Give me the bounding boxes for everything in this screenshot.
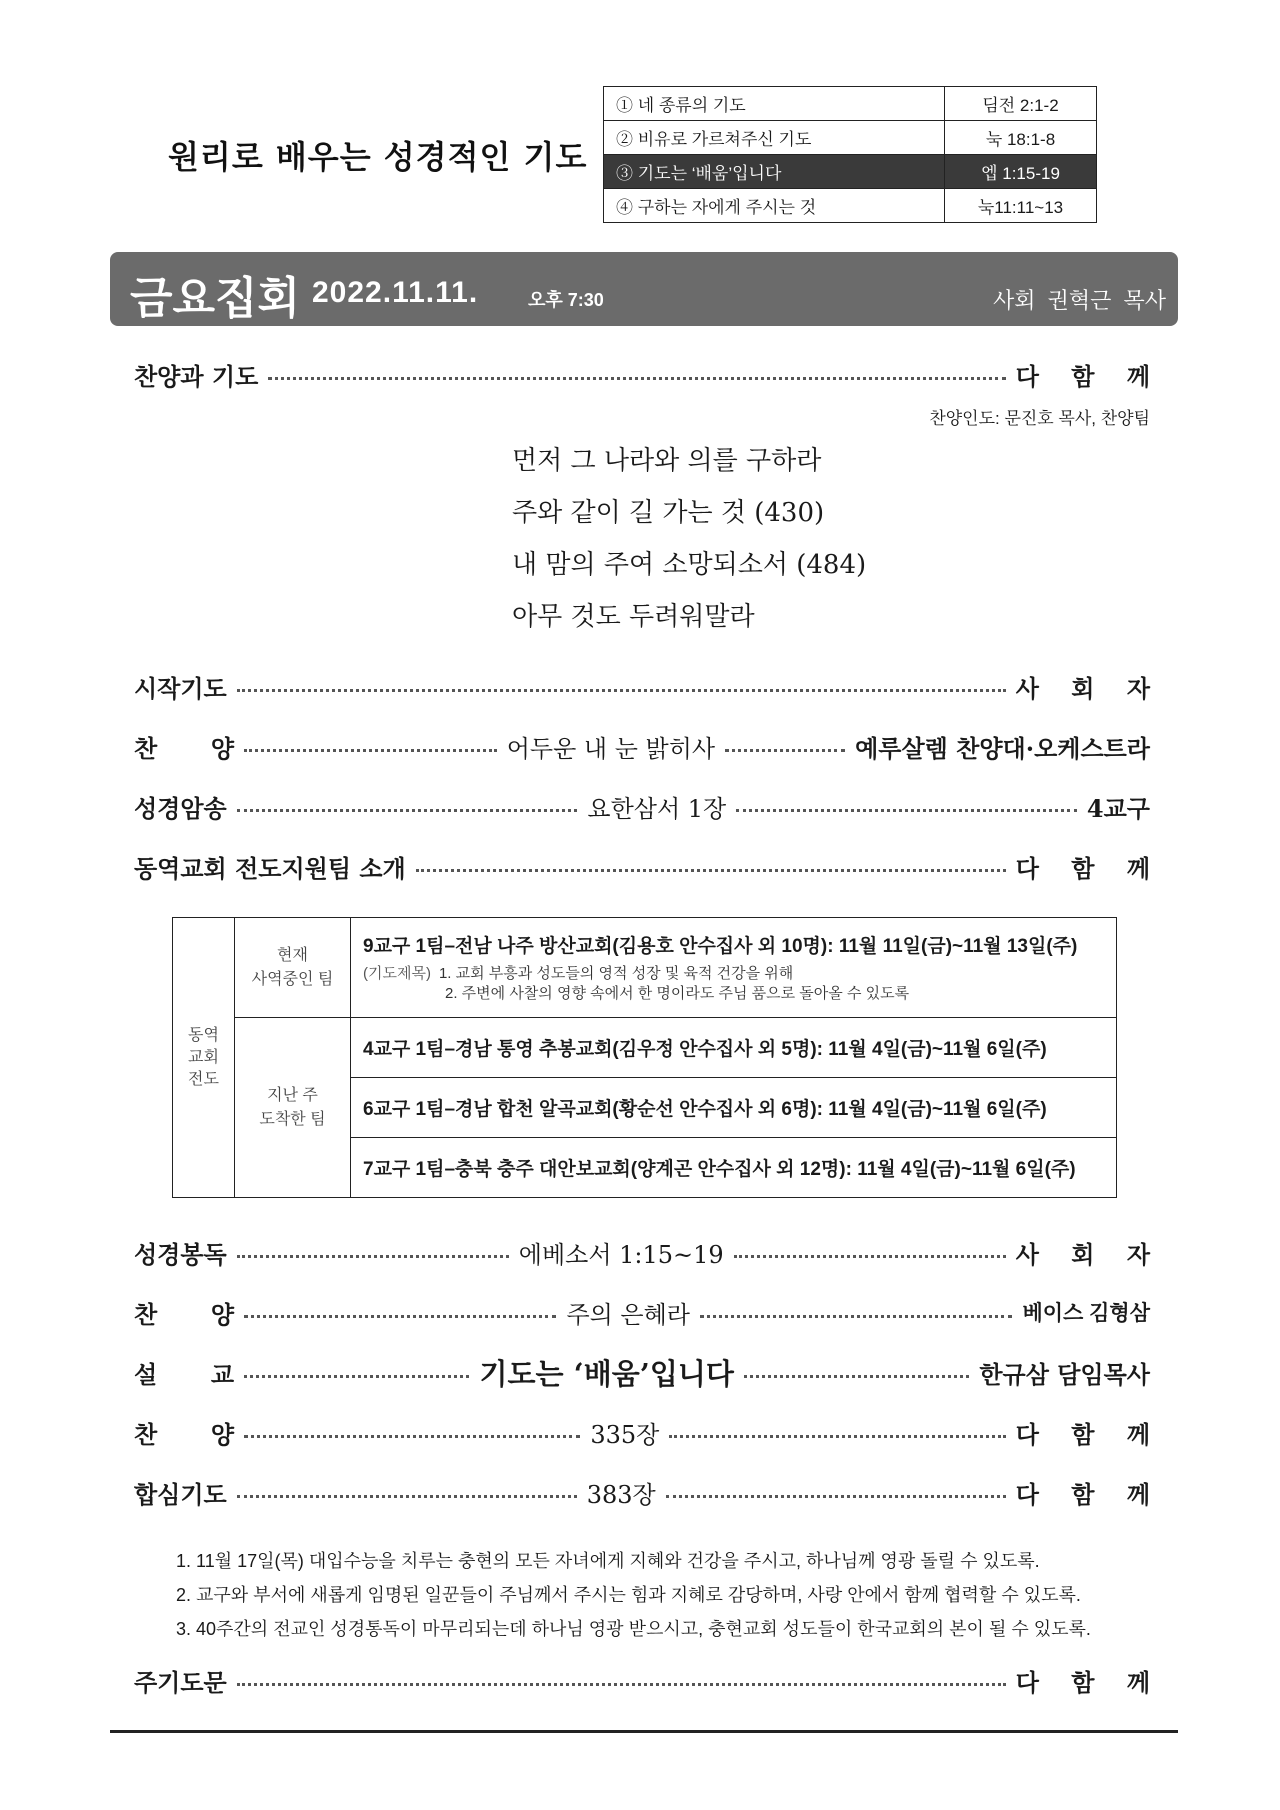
current-team: 9교구 1팀–전남 나주 방산교회(김용호 안수집사 외 10명): 11월 11일(금)~11월 13일(주) <box>363 936 1078 957</box>
mission-category: 동역 교회 전도 <box>173 918 235 1198</box>
order-label: 찬 양 <box>134 1299 234 1329</box>
series-item-title: ④ 구하는 자에게 주시는 것 <box>604 189 945 223</box>
song-item: 아무 것도 두려워말라 <box>512 602 755 632</box>
series-row <box>604 189 1097 223</box>
order-right: 다 함 께 <box>1015 853 1162 883</box>
prayer-item: 1. 11월 17일(목) 대입수능을 치루는 충현의 모든 자녀에게 지혜와 건강을 주시고, 하나님께 영광 돌릴 수 있도록. <box>176 1551 1040 1571</box>
past-team: 7교구 1팀–충북 충주 대안보교회(양계곤 안수집사 외 12명): 11월 4일(금)~11월 6일(주) <box>351 1138 1117 1198</box>
dot-leader <box>734 1255 1006 1258</box>
order-label: 찬양과 기도 <box>134 361 259 391</box>
series-row-current <box>604 155 1097 189</box>
song-item: 주와 같이 길 가는 것 (430) <box>512 498 825 528</box>
service-leader: 사회 권혁근 목사 <box>993 288 1166 313</box>
order-mid: 어두운 내 눈 밝히사 <box>506 734 716 763</box>
topic-item: 2. 주변에 사찰의 영향 속에서 한 명이라도 주님 품으로 돌아올 수 있도록 <box>445 985 910 1002</box>
order-praise <box>134 354 1162 394</box>
order-mid: 383장 <box>586 1480 656 1509</box>
prayer-items <box>176 1544 1091 1646</box>
song-item: 내 맘의 주여 소망되소서 (484) <box>512 550 867 580</box>
prayer-topics <box>363 964 1104 1004</box>
dot-leader <box>244 1315 556 1318</box>
order-reading <box>134 1232 1162 1272</box>
series-item-ref: 엡 1:15-19 <box>945 155 1097 189</box>
series-title: 원리로 배우는 성경적인 기도 <box>168 138 588 176</box>
service-time: 오후 7:30 <box>528 290 604 310</box>
order-right: 한규삼 담임목사 <box>979 1359 1150 1389</box>
series-row <box>604 121 1097 155</box>
dot-leader <box>725 749 845 752</box>
topics-tag: (기도제목) <box>363 965 431 982</box>
dot-leader <box>268 377 1005 380</box>
order-right: 다 함 께 <box>1015 1479 1163 1509</box>
order-label: 주기도문 <box>134 1667 227 1697</box>
order-label: 동역교회 전도지원팀 소개 <box>134 853 406 883</box>
order-lords-prayer <box>134 1660 1162 1700</box>
worship-lead: 찬양인도: 문진호 목사, 찬양팀 <box>929 409 1150 428</box>
order-label: 찬 양 <box>134 1419 234 1449</box>
mission-teams-table <box>172 917 1117 1198</box>
dot-leader <box>666 1495 1006 1498</box>
order-right: 예루살렘 찬양대·오케스트라 <box>855 733 1150 763</box>
sermon-title: 기도는 ‘배움’입니다 <box>479 1356 734 1391</box>
dot-leader <box>700 1315 1012 1318</box>
series-item-ref: 딤전 2:1-2 <box>945 87 1097 121</box>
current-team-label: 현재 사역중인 팀 <box>235 918 351 1018</box>
current-team-cell <box>351 918 1117 1018</box>
dot-leader <box>416 869 1006 872</box>
service-title: 금요집회 <box>130 274 301 323</box>
service-date: 2022.11.11. <box>312 276 479 309</box>
song-list <box>512 440 866 648</box>
order-unison-prayer <box>134 1472 1163 1512</box>
order-label: 설 교 <box>134 1359 234 1389</box>
past-team: 4교구 1팀–경남 통영 추봉교회(김우정 안수집사 외 5명): 11월 4일(금)~11월 6일(주) <box>351 1018 1117 1078</box>
order-hymn-1 <box>134 726 1150 766</box>
dot-leader <box>237 1683 1006 1686</box>
order-sermon <box>134 1352 1150 1392</box>
dot-leader <box>244 1435 580 1438</box>
order-label: 성경암송 <box>134 793 227 823</box>
order-label: 시작기도 <box>134 673 227 703</box>
order-right: 다 함 께 <box>1015 361 1162 391</box>
order-hymn-3 <box>134 1412 1163 1452</box>
prayer-item: 2. 교구와 부서에 새롭게 임명된 일꾼들이 주님께서 주시는 힘과 지혜로 감당하며, 사랑 안에서 함께 협력할 수 있도록. <box>176 1585 1081 1605</box>
topic-item: 1. 교회 부흥과 성도들의 영적 성장 및 육적 건강을 위해 <box>438 965 794 982</box>
dot-leader <box>237 1495 577 1498</box>
dot-leader <box>744 1375 969 1378</box>
order-label: 찬 양 <box>134 733 234 763</box>
order-right: 다 함 께 <box>1015 1667 1162 1697</box>
order-right: 사 회 자 <box>1015 1239 1162 1269</box>
bottom-divider <box>110 1730 1178 1733</box>
dot-leader <box>669 1435 1005 1438</box>
order-right: 4교구 <box>1086 793 1150 823</box>
order-right: 다 함 께 <box>1015 1419 1163 1449</box>
past-team: 6교구 1팀–경남 합천 알곡교회(황순선 안수집사 외 6명): 11월 4일(금)~11월 6일(주) <box>351 1078 1117 1138</box>
series-item-ref: 눅 18:1-8 <box>945 121 1097 155</box>
dot-leader <box>244 749 497 752</box>
prayer-item: 3. 40주간의 전교인 성경통독이 마무리되는데 하나님 영광 받으시고, 충현교회 성도들이 한국교회의 본이 될 수 있도록. <box>176 1619 1091 1639</box>
order-right: 베이스 김형삼 <box>1022 1302 1150 1325</box>
dot-leader <box>237 809 578 812</box>
order-recitation <box>134 786 1150 826</box>
past-team-label: 지난 주 도착한 팀 <box>235 1018 351 1198</box>
order-mid: 에베소서 1:15~19 <box>518 1240 724 1269</box>
dot-leader <box>736 809 1077 812</box>
order-right: 사 회 자 <box>1015 673 1162 703</box>
series-item-title: ① 네 종류의 기도 <box>604 87 945 121</box>
dot-leader <box>237 689 1006 692</box>
song-item: 먼저 그 나라와 의를 구하라 <box>512 446 822 476</box>
order-opening-prayer <box>134 666 1162 706</box>
table-row <box>173 1018 1117 1078</box>
series-row <box>604 87 1097 121</box>
dot-leader <box>237 1255 509 1258</box>
series-item-title: ③ 기도는 ‘배움’입니다 <box>604 155 945 189</box>
order-hymn-2 <box>134 1292 1150 1332</box>
dot-leader <box>244 1375 469 1378</box>
series-item-title: ② 비유로 가르쳐주신 기도 <box>604 121 945 155</box>
series-item-ref: 눅11:11~13 <box>945 189 1097 223</box>
order-label: 합심기도 <box>134 1479 227 1509</box>
order-mid: 335장 <box>590 1420 660 1449</box>
order-label: 성경봉독 <box>134 1239 227 1269</box>
service-header <box>110 252 1178 326</box>
table-row <box>173 918 1117 1018</box>
order-mid: 주의 은혜라 <box>566 1300 690 1329</box>
order-mid: 요한삼서 1장 <box>587 794 727 823</box>
sermon-series-table <box>603 86 1097 223</box>
order-mission-intro <box>134 846 1162 886</box>
